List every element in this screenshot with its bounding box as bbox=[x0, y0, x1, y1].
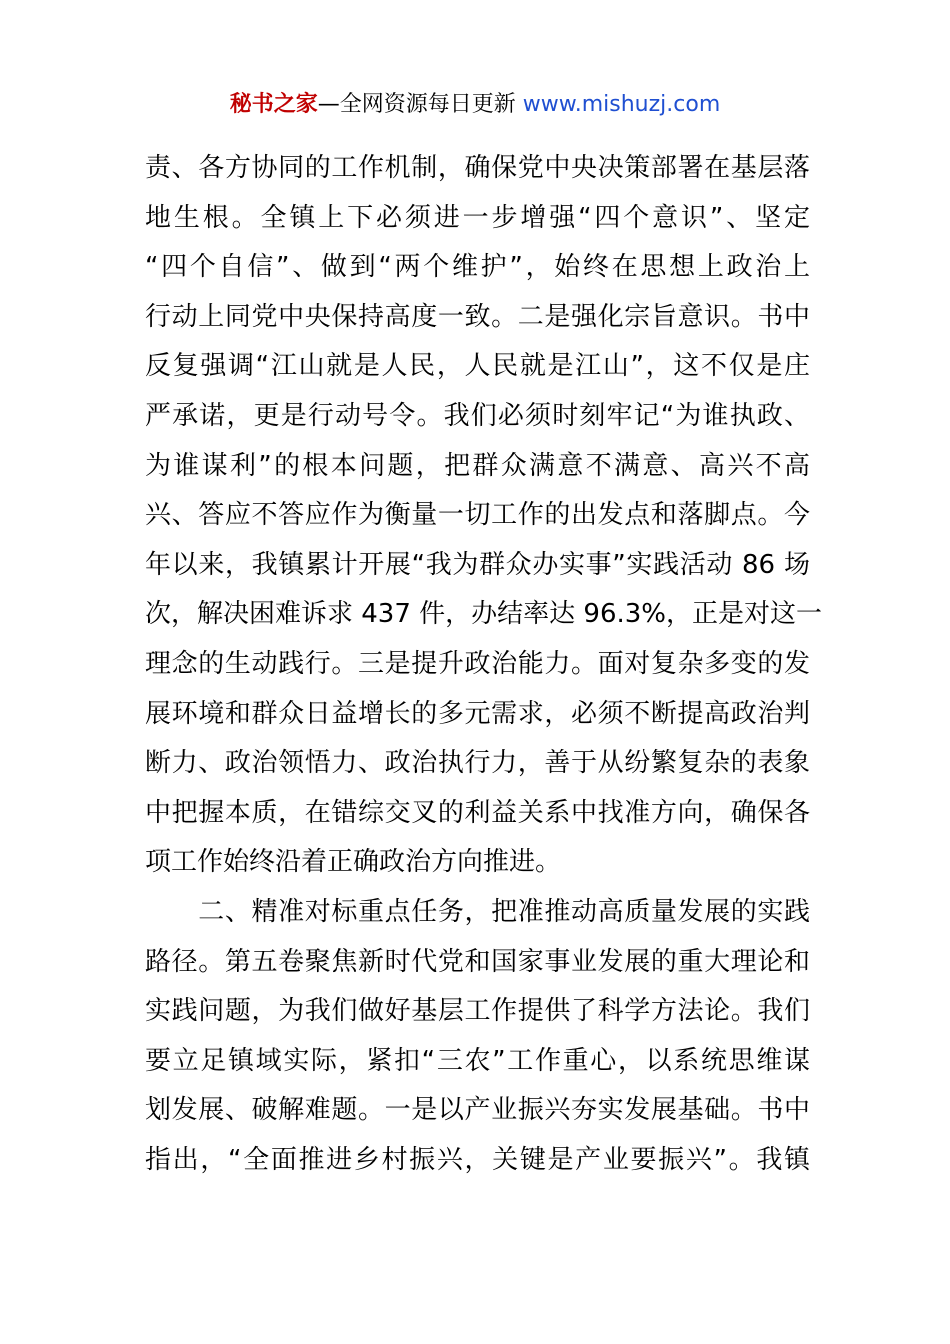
text-line: 中把握本质，在错综交叉的利益关系中找准方向，确保各 bbox=[145, 797, 810, 828]
text-line: 为谁谋利”的根本问题，把群众满意不满意、高兴不高 bbox=[145, 450, 810, 481]
text-line: 二、精准对标重点任务，把准推动高质量发展的实践 bbox=[145, 896, 810, 927]
text-line: “四个自信”、做到“两个维护”，始终在思想上政治上 bbox=[145, 252, 810, 283]
header-tagline: —全网资源每日更新 bbox=[317, 92, 523, 117]
text-line: 要立足镇域实际，紧扣“三农”工作重心，以系统思维谋 bbox=[145, 1045, 810, 1076]
site-url-link[interactable]: www.mishuzj.com bbox=[522, 92, 721, 117]
page-header bbox=[0, 88, 950, 122]
text-line: 地生根。全镇上下必须进一步增强“四个意识”、坚定 bbox=[145, 202, 810, 233]
text-line: 展环境和群众日益增长的多元需求，必须不断提高政治判 bbox=[145, 698, 810, 729]
text-line: 次，解决困难诉求 437 件，办结率达 96.3%，正是对这一 bbox=[145, 599, 823, 630]
document-body bbox=[145, 144, 823, 1185]
text-line: 严承诺，更是行动号令。我们必须时刻牢记“为谁执政、 bbox=[145, 400, 810, 431]
text-line: 年以来，我镇累计开展“我为群众办实事”实践活动 86 场 bbox=[145, 549, 810, 580]
text-line: 断力、政治领悟力、政治执行力，善于从纷繁复杂的表象 bbox=[145, 748, 810, 779]
text-line: 行动上同党中央保持高度一致。二是强化宗旨意识。书中 bbox=[145, 301, 810, 332]
text-line: 划发展、破解难题。一是以产业振兴夯实发展基础。书中 bbox=[145, 1095, 810, 1126]
text-line: 理念的生动践行。三是提升政治能力。面对复杂多变的发 bbox=[145, 648, 810, 679]
text-line: 路径。第五卷聚焦新时代党和国家事业发展的重大理论和 bbox=[145, 946, 810, 977]
brand-name: 秘书之家 bbox=[229, 92, 318, 117]
text-line: 项工作始终沿着正确政治方向推进。 bbox=[145, 847, 562, 878]
text-line: 责、各方协同的工作机制，确保党中央决策部署在基层落 bbox=[145, 153, 810, 183]
text-line: 指出，“全面推进乡村振兴，关键是产业要振兴”。我镇 bbox=[145, 1144, 810, 1175]
text-line: 反复强调“江山就是人民，人民就是江山”，这不仅是庄 bbox=[145, 351, 810, 382]
text-line: 兴、答应不答应作为衡量一切工作的出发点和落脚点。今 bbox=[145, 500, 810, 531]
text-line: 实践问题，为我们做好基层工作提供了科学方法论。我们 bbox=[145, 996, 810, 1027]
